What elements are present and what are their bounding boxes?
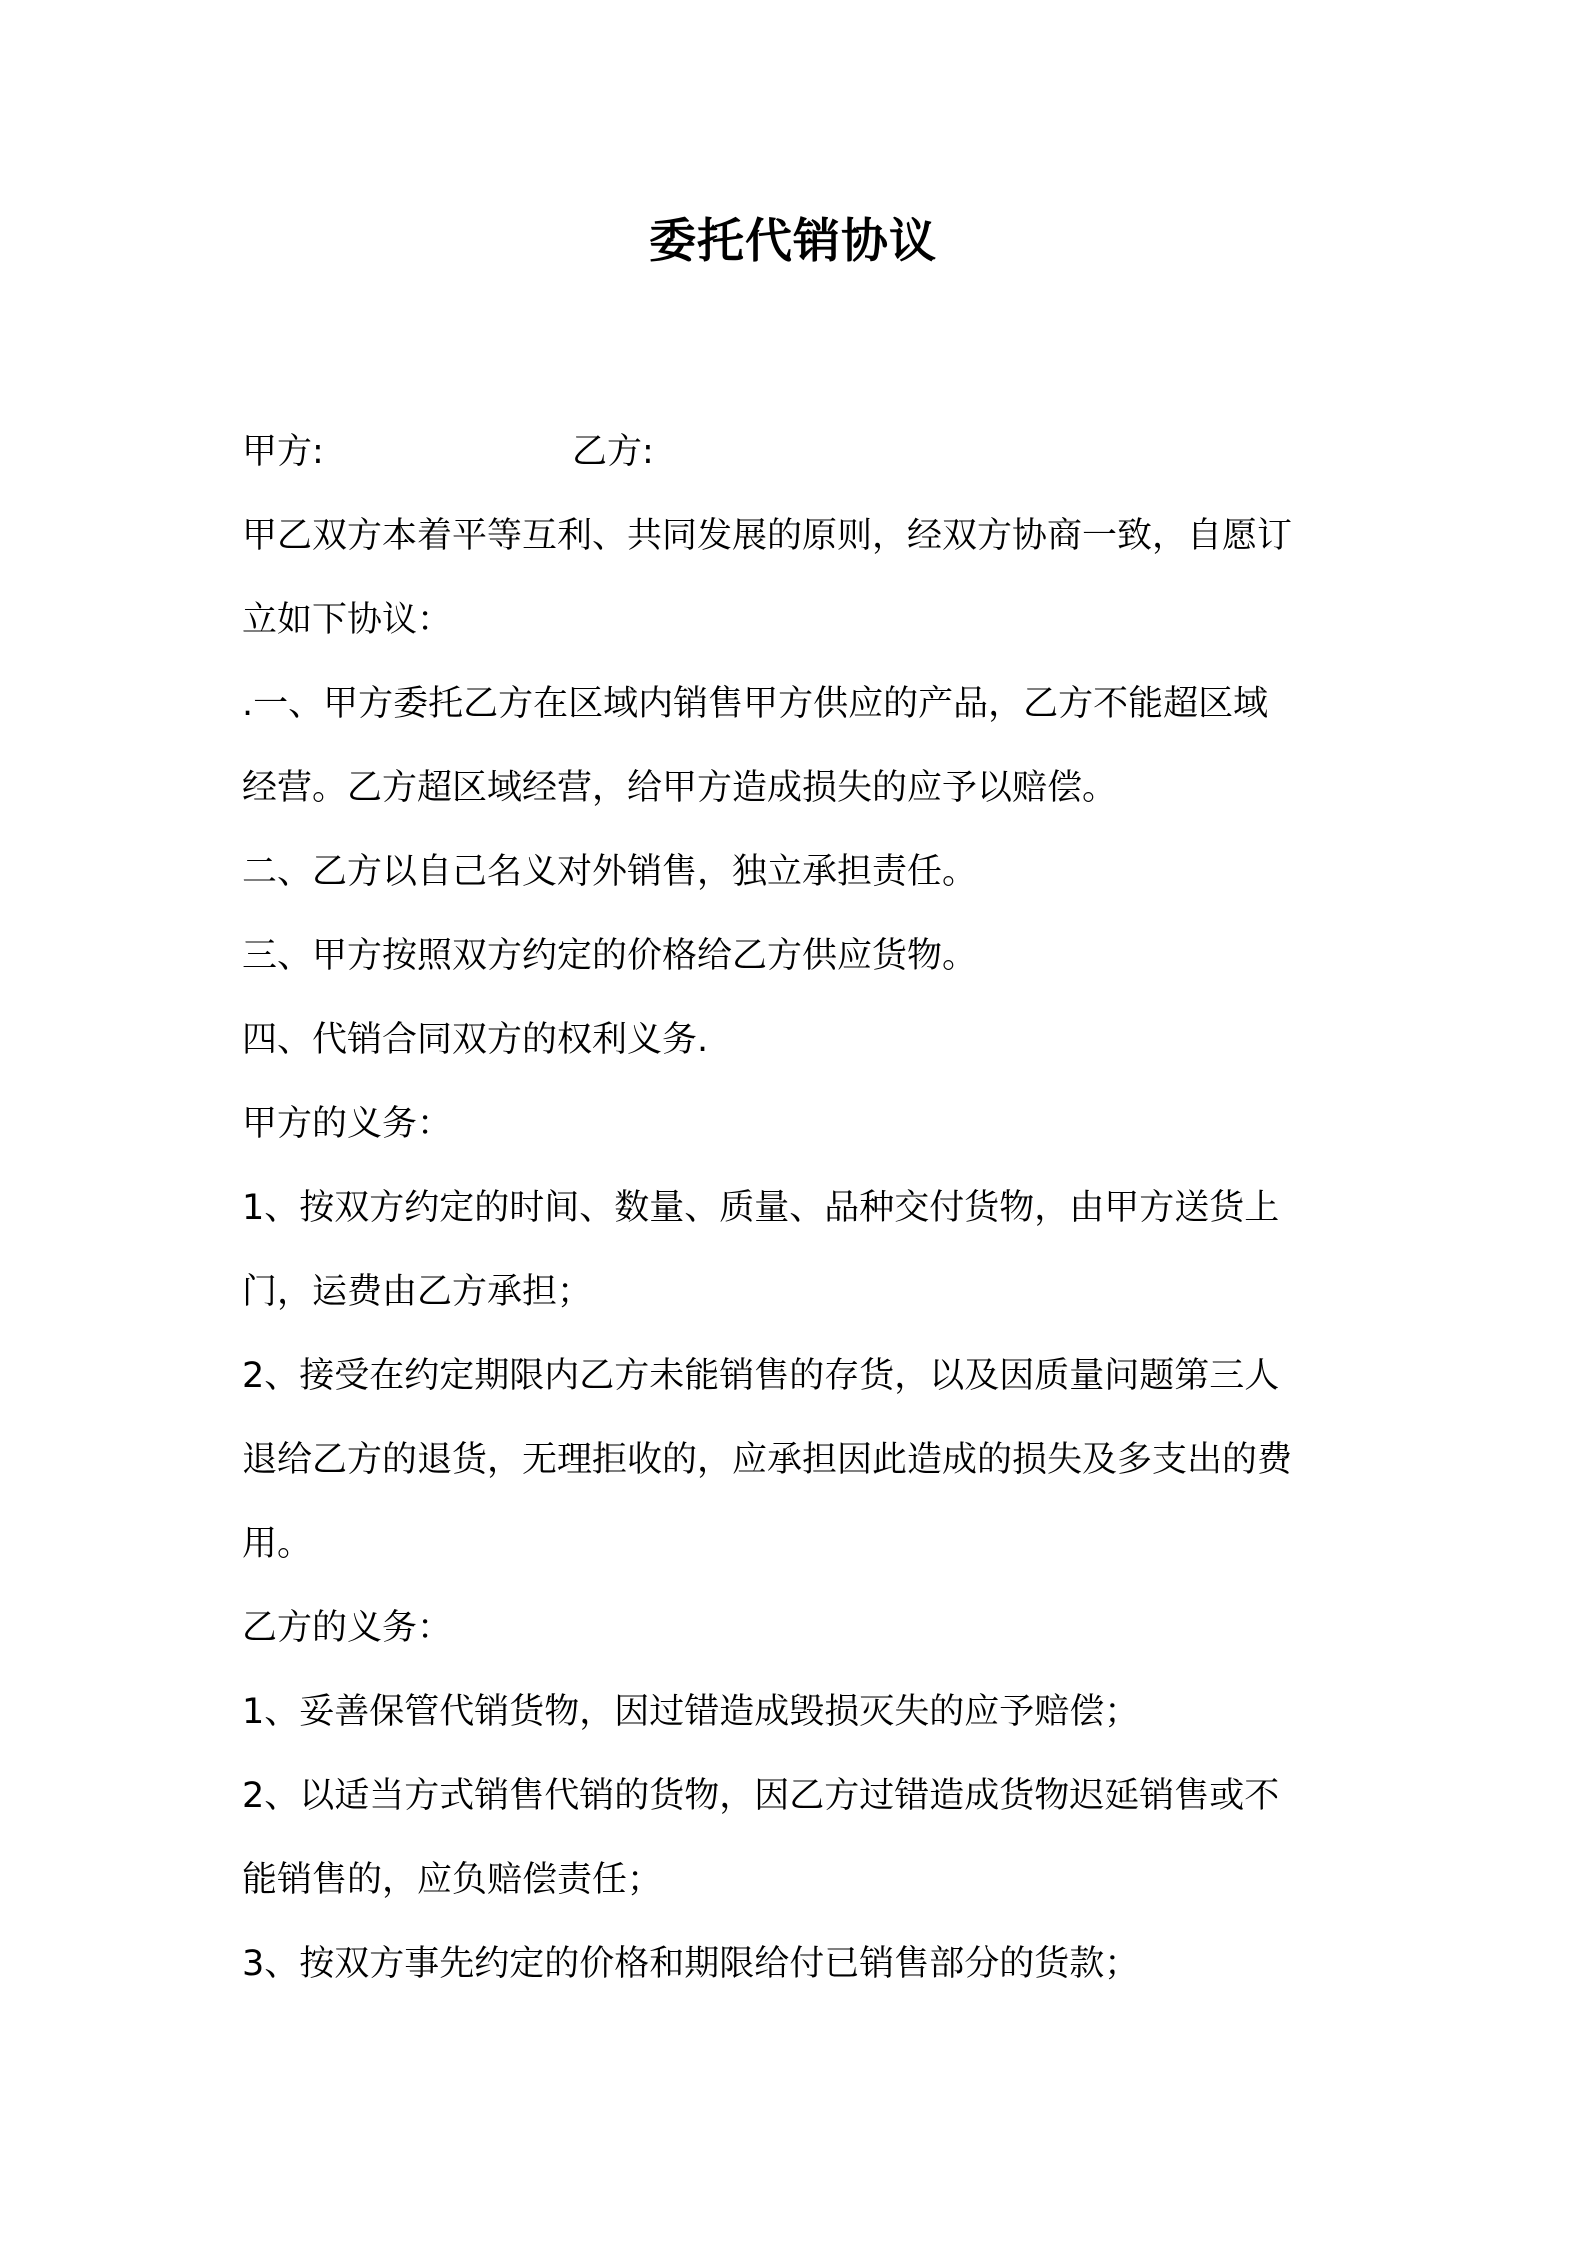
text-line: 退给乙方的退货，无理拒收的，应承担因此造成的损失及多支出的费 bbox=[242, 1440, 1293, 1480]
text-line: 甲乙双方本着平等互利、共同发展的原则，经双方协商一致，自愿订 bbox=[242, 516, 1293, 556]
text-line: 2、以适当方式销售代销的货物，因乙方过错造成货物迟延销售或不 bbox=[242, 1776, 1280, 1816]
text-line: 能销售的，应负赔偿责任； bbox=[242, 1860, 663, 1900]
text-line: 四、代销合同双方的权利义务. bbox=[242, 1020, 709, 1060]
text-line: 1、按双方约定的时间、数量、质量、品种交付货物，由甲方送货上 bbox=[242, 1188, 1280, 1228]
text-line: .一、甲方委托乙方在区域内销售甲方供应的产品，乙方不能超区域 bbox=[242, 684, 1269, 724]
document-body bbox=[242, 410, 1362, 2006]
parties-line bbox=[242, 410, 1362, 494]
text-line: 用。 bbox=[242, 1524, 313, 1564]
party-a-label: 甲方: bbox=[242, 432, 324, 472]
text-line: 甲方的义务： bbox=[242, 1104, 453, 1144]
text-line: 1、妥善保管代销货物，因过错造成毁损灭失的应予赔偿； bbox=[242, 1692, 1140, 1732]
text-line: 经营。乙方超区域经营，给甲方造成损失的应予以赔偿。 bbox=[242, 768, 1118, 808]
party-b-label: 乙方: bbox=[572, 432, 654, 472]
text-line: 乙方的义务： bbox=[242, 1608, 453, 1648]
text-line: 二、乙方以自己名义对外销售，独立承担责任。 bbox=[242, 852, 978, 892]
text-line: 3、按双方事先约定的价格和期限给付已销售部分的货款； bbox=[242, 1944, 1140, 1984]
text-line: 2、接受在约定期限内乙方未能销售的存货，以及因质量问题第三人 bbox=[242, 1356, 1280, 1396]
document-title: 委托代销协议 bbox=[649, 214, 937, 269]
text-line: 立如下协议： bbox=[242, 600, 453, 640]
text-line: 三、甲方按照双方约定的价格给乙方供应货物。 bbox=[242, 936, 978, 976]
text-line: 门，运费由乙方承担； bbox=[242, 1272, 593, 1312]
